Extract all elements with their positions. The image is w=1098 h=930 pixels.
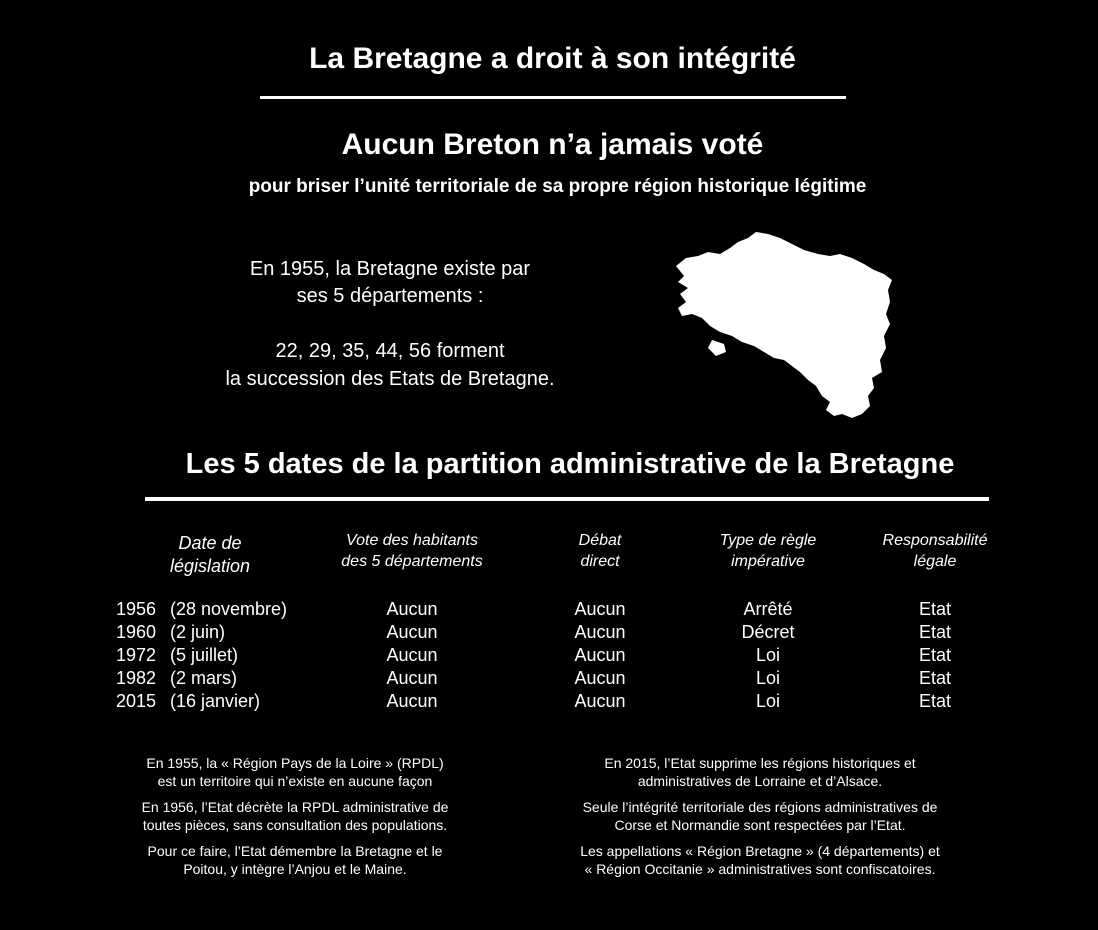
headline: Aucun Breton n’a jamais voté: [341, 128, 764, 161]
row-3-vote: Aucun: [386, 645, 438, 665]
row-2-type: Décret: [741, 622, 795, 642]
section-title: Les 5 dates de la partition administrative de la Bretagne: [185, 448, 955, 480]
row-1-resp: Etat: [918, 599, 952, 619]
section-underline: [145, 497, 989, 501]
note-right-3: Les appellations « Région Bretagne » (4 départements) et « Région Occitanie » administratives sont confiscatoires.: [580, 843, 940, 877]
row-2-vote: Aucun: [386, 622, 438, 642]
row-5-debat: Aucun: [574, 691, 626, 711]
subheadline: pour briser l’unité territoriale de sa propre région historique légitime: [248, 176, 867, 197]
row-4-resp: Etat: [918, 668, 952, 688]
header-date: Date de législation: [169, 533, 251, 576]
row-2-debat: Aucun: [574, 622, 626, 642]
row-3-resp: Etat: [918, 645, 952, 665]
notes-right: [535, 754, 985, 886]
note-left-2: En 1956, l’Etat décrète la RPDL administrative de toutes pièces, sans consultation des populations.: [141, 799, 449, 833]
row-4-year: 1982: [116, 668, 157, 688]
header-debat: Débat direct: [578, 532, 622, 570]
intro-line-1: En 1955, la Bretagne existe par: [249, 258, 531, 280]
title-underline: [260, 96, 846, 99]
row-4-debat: Aucun: [574, 668, 626, 688]
row-5-resp: Etat: [918, 691, 952, 711]
row-5-year: 2015: [116, 691, 157, 711]
row-1-type: Arrêté: [743, 599, 793, 619]
note-left-3: Pour ce faire, l’Etat démembre la Bretagne et le Poitou, y intègre l’Anjou et le Maine.: [147, 843, 443, 877]
note-right-2: Seule l’intégrité territoriale des régions administratives de Corse et Normandie sont respectées par l’Etat.: [582, 799, 938, 833]
row-5-type: Loi: [755, 691, 781, 711]
row-1-debat: Aucun: [574, 599, 626, 619]
row-5-vote: Aucun: [386, 691, 438, 711]
intro-line-3: 22, 29, 35, 44, 56 forment: [275, 340, 505, 362]
row-3-debat: Aucun: [574, 645, 626, 665]
notes-left: [100, 754, 490, 886]
row-4-type: Loi: [755, 668, 781, 688]
header-resp: Responsabilité légale: [882, 532, 988, 570]
intro-line-4: la succession des Etats de Bretagne.: [225, 368, 555, 390]
header-vote: Vote des habitants des 5 départements: [341, 532, 483, 570]
row-5-date: (16 janvier): [170, 691, 261, 711]
header-type: Type de règle impérative: [719, 532, 817, 570]
row-1-vote: Aucun: [386, 599, 438, 619]
row-3-year: 1972: [116, 645, 157, 665]
row-3-type: Loi: [755, 645, 781, 665]
brittany-map-icon: [668, 228, 913, 423]
page-title: La Bretagne a droit à son intégrité: [309, 42, 796, 75]
row-2-date: (2 juin): [170, 622, 226, 642]
row-2-resp: Etat: [918, 622, 952, 642]
row-4-vote: Aucun: [386, 668, 438, 688]
row-3-date: (5 juillet): [170, 645, 239, 665]
row-1-date: (28 novembre): [170, 599, 288, 619]
intro-line-2: ses 5 départements :: [296, 285, 484, 307]
row-4-date: (2 mars): [170, 668, 237, 688]
note-left-1: En 1955, la « Région Pays de la Loire » (RPDL) est un territoire qui n’existe en aucune façon: [146, 755, 444, 789]
row-1-year: 1956: [116, 599, 157, 619]
note-right-1: En 2015, l’Etat supprime les régions historiques et administratives de Lorraine et d’Alsace.: [604, 755, 916, 789]
row-2-year: 1960: [116, 622, 157, 642]
